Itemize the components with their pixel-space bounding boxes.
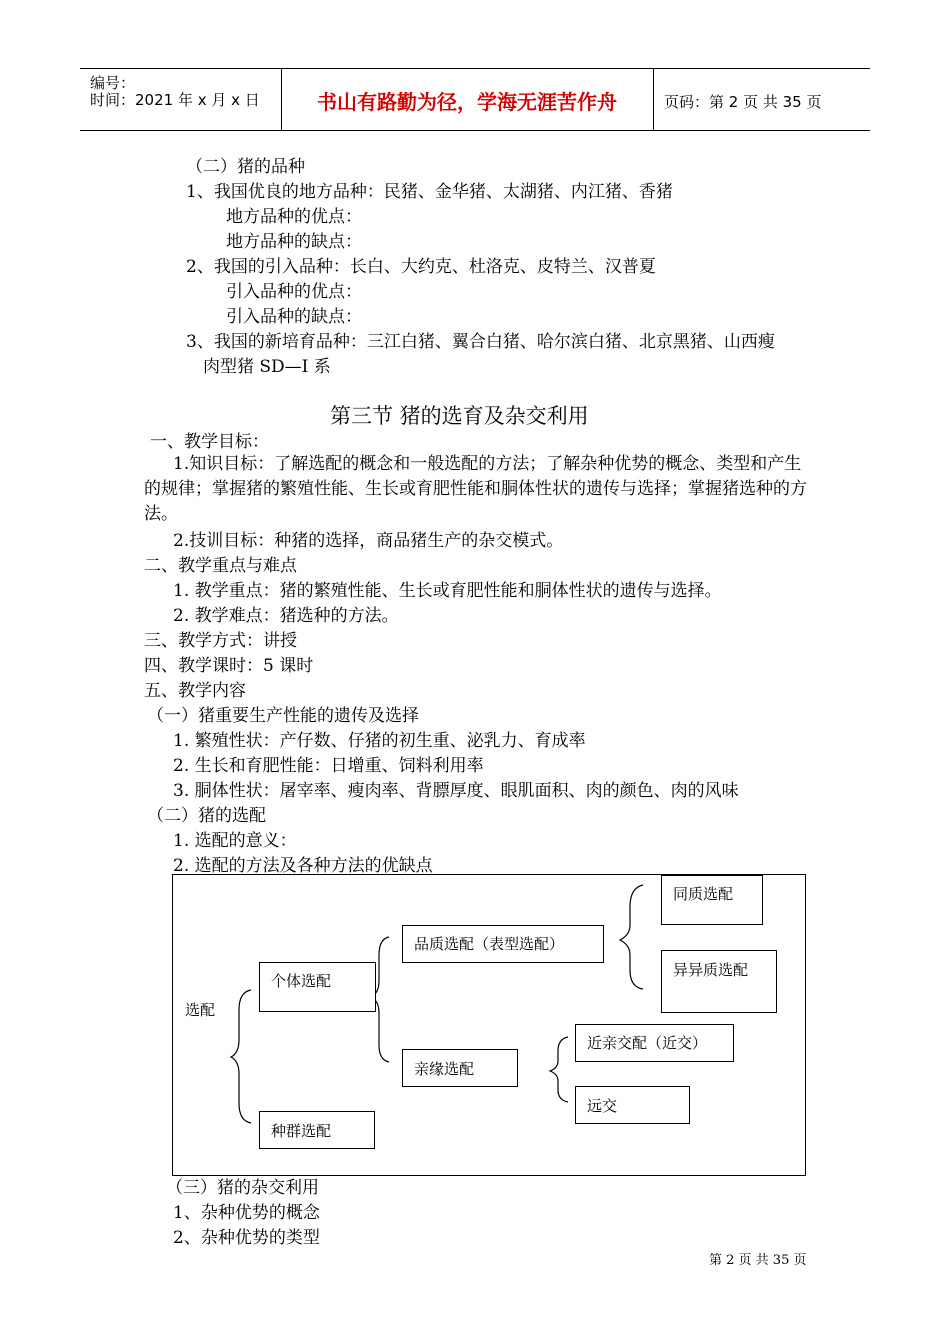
- heterogeneous-box: [661, 950, 777, 1013]
- kinship-bracket: [550, 1037, 568, 1102]
- list-item: 地方品种的优点：: [226, 207, 362, 227]
- heterogeneous-label: 异异质选配: [673, 961, 749, 979]
- section-title: 第三节 猪的选育及杂交利用: [330, 404, 589, 428]
- part-heading: （一）猪重要生产性能的遗传及选择: [147, 706, 419, 726]
- section-heading: （二）猪的品种: [186, 157, 305, 177]
- goal2: 2.技训目标：种猪的选择，商品猪生产的杂交模式。: [173, 531, 564, 551]
- hours: 四、教学课时：5 课时: [144, 656, 314, 676]
- motto: 书山有路勤为径，学海无涯苦作舟: [317, 90, 617, 114]
- number-label: 编号：: [90, 74, 136, 92]
- individual-box: [259, 962, 376, 1012]
- list-item: 1、杂种优势的概念: [173, 1203, 320, 1223]
- individual-label: 个体选配: [271, 972, 332, 990]
- quality-box: [402, 925, 604, 963]
- diagram-root-label: 选配: [185, 1001, 216, 1019]
- inbreeding-label: 近亲交配（近交）: [587, 1034, 708, 1052]
- kinship-label: 亲缘选配: [414, 1060, 475, 1078]
- homogeneous-label: 同质选配: [673, 885, 734, 903]
- list-item: 肉型猪 SD—I 系: [203, 357, 331, 377]
- list-item: 2、我国的引入品种：长白、大约克、杜洛克、皮特兰、汉普夏: [186, 257, 656, 277]
- outbreeding-box: [575, 1086, 690, 1124]
- list-item: 引入品种的缺点：: [226, 307, 362, 327]
- focus-item: 2. 教学难点：猪选种的方法。: [173, 606, 399, 626]
- inbreeding-box: [575, 1024, 734, 1062]
- part-heading: （二）猪的选配: [147, 806, 266, 826]
- kinship-box: [402, 1049, 518, 1087]
- date-label: 时间：2021 年 x 月 x 日: [90, 91, 260, 109]
- header-page-cell: [654, 69, 870, 130]
- list-item: 2. 生长和育肥性能：日增重、饲料利用率: [173, 756, 484, 776]
- quality-bracket: [620, 885, 643, 989]
- header-meta-cell: [80, 69, 282, 130]
- group-label: 种群选配: [271, 1122, 332, 1140]
- part-heading: （三）猪的杂交利用: [166, 1178, 319, 1198]
- focus-item: 1. 教学重点：猪的繁殖性能、生长或育肥性能和胴体性状的遗传与选择。: [173, 581, 722, 601]
- list-item: 3. 胴体性状：屠宰率、瘦肉率、背膘厚度、眼肌面积、肉的颜色、肉的风味: [173, 781, 739, 801]
- header-page-info: 页码：第 2 页 共 35 页: [664, 93, 822, 111]
- list-item: 2、杂种优势的类型: [173, 1228, 320, 1248]
- footer-page-number: 第 2 页 共 35 页: [709, 1253, 807, 1268]
- list-item: 1. 选配的意义：: [173, 831, 297, 851]
- header-motto-cell: [281, 69, 654, 130]
- page-header: [80, 68, 870, 131]
- homogeneous-box: [661, 875, 763, 925]
- mating-diagram: [172, 874, 806, 1176]
- list-item: 3、我国的新培育品种：三江白猪、翼合白猪、哈尔滨白猪、北京黑猪、山西瘦: [186, 332, 775, 352]
- group-box: [259, 1111, 375, 1149]
- goal1-paragraph: 1.知识目标：了解选配的概念和一般选配的方法；了解杂种优势的概念、类型和产生的规律；掌握猪的繁殖性能、生长或育肥性能和胴体性状的遗传与选择；掌握猪选种的方法。: [144, 454, 807, 524]
- list-item: 1、我国优良的地方品种：民猪、金华猪、太湖猪、内江猪、香猪: [186, 182, 673, 202]
- focus-heading: 二、教学重点与难点: [144, 556, 297, 576]
- quality-label: 品质选配（表型选配）: [414, 935, 565, 953]
- list-item: 2. 选配的方法及各种方法的优缺点: [173, 856, 433, 876]
- method: 三、教学方式：讲授: [144, 631, 297, 651]
- content-heading: 五、教学内容: [144, 681, 246, 701]
- list-item: 地方品种的缺点：: [226, 232, 362, 252]
- list-item: 1. 繁殖性状：产仔数、仔猪的初生重、泌乳力、育成率: [173, 731, 586, 751]
- list-item: 引入品种的优点：: [226, 282, 362, 302]
- outbreeding-label: 远交: [587, 1097, 618, 1115]
- root-bracket: [231, 990, 251, 1123]
- goals-heading: 一、教学目标：: [150, 432, 269, 452]
